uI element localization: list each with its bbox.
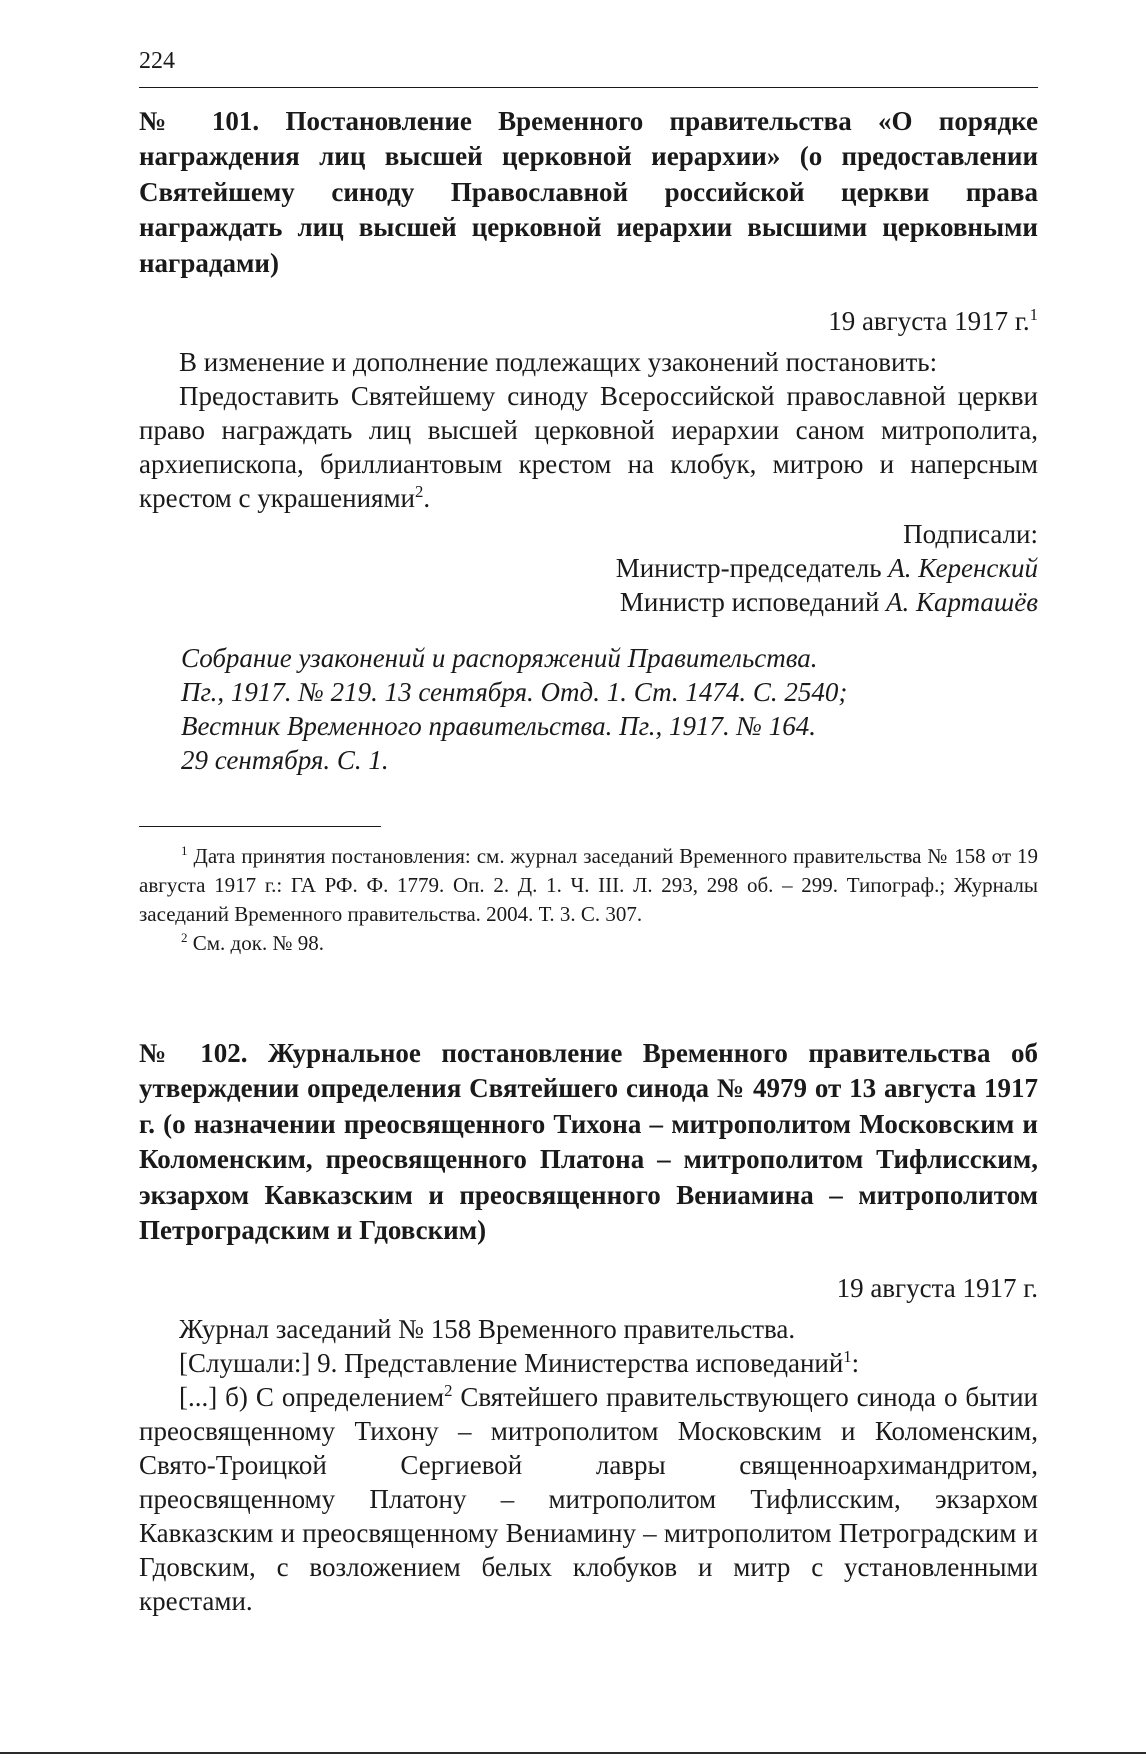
signer-2-title: Министр исповеданий: [619, 587, 887, 618]
document-101: [139, 104, 1038, 777]
source-line: Вестник Временного правительства. Пг., 1917. № 164.: [181, 711, 816, 742]
footnote-ref-1: 1: [1029, 305, 1038, 325]
document-101-title: [139, 104, 1038, 281]
document-102-paragraph-2: [139, 1346, 1038, 1380]
document-102-paragraph-1: Журнал заседаний № 158 Временного правительства.: [179, 1314, 796, 1345]
document-102-paragraph-3-start: [...] б) С определением: [179, 1382, 445, 1413]
footnote-1: [139, 842, 1038, 929]
footnote-rule: [139, 826, 381, 827]
footnote-ref-2: 2: [444, 1381, 453, 1401]
source-line: Собрание узаконений и распоряжений Правительства.: [181, 643, 818, 674]
document-102-paragraph-3-rest: Святейшего правительствующего синода о бытии преосвященному Тихону – митрополитом Московским и Коломенским, Свято-Троицкой Сергиевой лавры священноархимандритом, преосвященному Платону – митрополитом Тифлисским, экзархом Кавказским и преосвященному Вениамину – митрополитом Петроградским и Гдовским, с возложением белых клобуков и митр с установленными крестами.: [139, 1382, 1038, 1617]
document-102-paragraph-3: [139, 1380, 1038, 1618]
signer-2-name: А. Карташёв: [886, 587, 1038, 618]
source-citation: [139, 641, 861, 777]
signatures-block: [139, 517, 1038, 619]
header-rule: [139, 87, 1038, 88]
footnote-ref-1: 1: [843, 1347, 852, 1367]
document-102-paragraph-2-text: [Слушали:] 9. Представление Министерства исповеданий: [179, 1348, 844, 1379]
signer-2: [139, 585, 1038, 619]
footnote-ref-2: 2: [415, 482, 424, 502]
document-101-paragraph-2: [139, 379, 1038, 515]
document-102-date: 19 августа 1917 г.: [836, 1273, 1038, 1304]
document-102-title-text: Журнальное постановление Временного правительства об утверждении определения Святейшего синода № 4979 от 13 августа 1917 г. (о назначении преосвященного Тихона – митрополитом Московским и Коломенским, преосвященного Платона – митрополитом Тифлисским, экзархом Кавказским и преосвященного Вениамина – митрополитом Петроградским и Гдовским): [139, 1038, 1038, 1246]
page-number: 224: [139, 48, 175, 74]
document-101-title-text: Постановление Временного правительства «О порядке награждения лиц высшей церковной иерархии» (о предоставлении Святейшему синоду Православной российской церкви права награждать лиц высшей церковной иерархии высшими церковными наградами): [139, 106, 1038, 278]
source-line: 29 сентября. С. 1.: [181, 745, 389, 776]
document-101-paragraph-2-end: .: [423, 483, 431, 514]
signer-1-name: А. Керенский: [888, 553, 1038, 584]
document-101-paragraph-2-text: Предоставить Святейшему синоду Всероссийской православной церкви право награждать лиц высшей церковной иерархии саном митрополита, архиепископа, бриллиантовым крестом на клобук, митрою и наперсным крестом с украшениями: [139, 381, 1038, 514]
signer-1: [139, 551, 1038, 585]
footnote-1-marker: 1: [181, 843, 188, 858]
document-101-date-text: 19 августа 1917 г.: [828, 306, 1030, 337]
document-102-paragraph-2-end: :: [851, 1348, 860, 1379]
document-102-title: [139, 1036, 1038, 1248]
footnote-2: [139, 929, 1038, 958]
footnote-1-text: Дата принятия постановления: см. журнал заседаний Временного правительства № 158 от 19 августа 1917 г.: ГА РФ. Ф. 1779. Оп. 2. Д. 1. Ч. III. Л. 293, 298 об. – 299. Типограф.; Журналы заседаний Временного правительства. 2004. Т. 3. С. 307.: [139, 844, 1038, 926]
document-101-paragraph-1: В изменение и дополнение подлежащих узаконений постановить:: [179, 347, 938, 378]
document-102-number: № 102.: [139, 1038, 248, 1068]
document-101-number: № 101.: [139, 106, 260, 136]
document-101-date: [139, 303, 1038, 339]
footnotes: [139, 842, 1038, 958]
signed-label: Подписали:: [903, 519, 1038, 550]
scan-bottom-edge: [0, 1752, 1146, 1754]
footnote-2-marker: 2: [181, 930, 188, 945]
source-line: Пг., 1917. № 219. 13 сентября. Отд. 1. Ст. 1474. С. 2540;: [181, 677, 848, 708]
document-102: [139, 1036, 1038, 1618]
footnote-2-text: См. док. № 98.: [187, 931, 324, 955]
signer-1-title: Министр-председатель: [615, 553, 889, 584]
